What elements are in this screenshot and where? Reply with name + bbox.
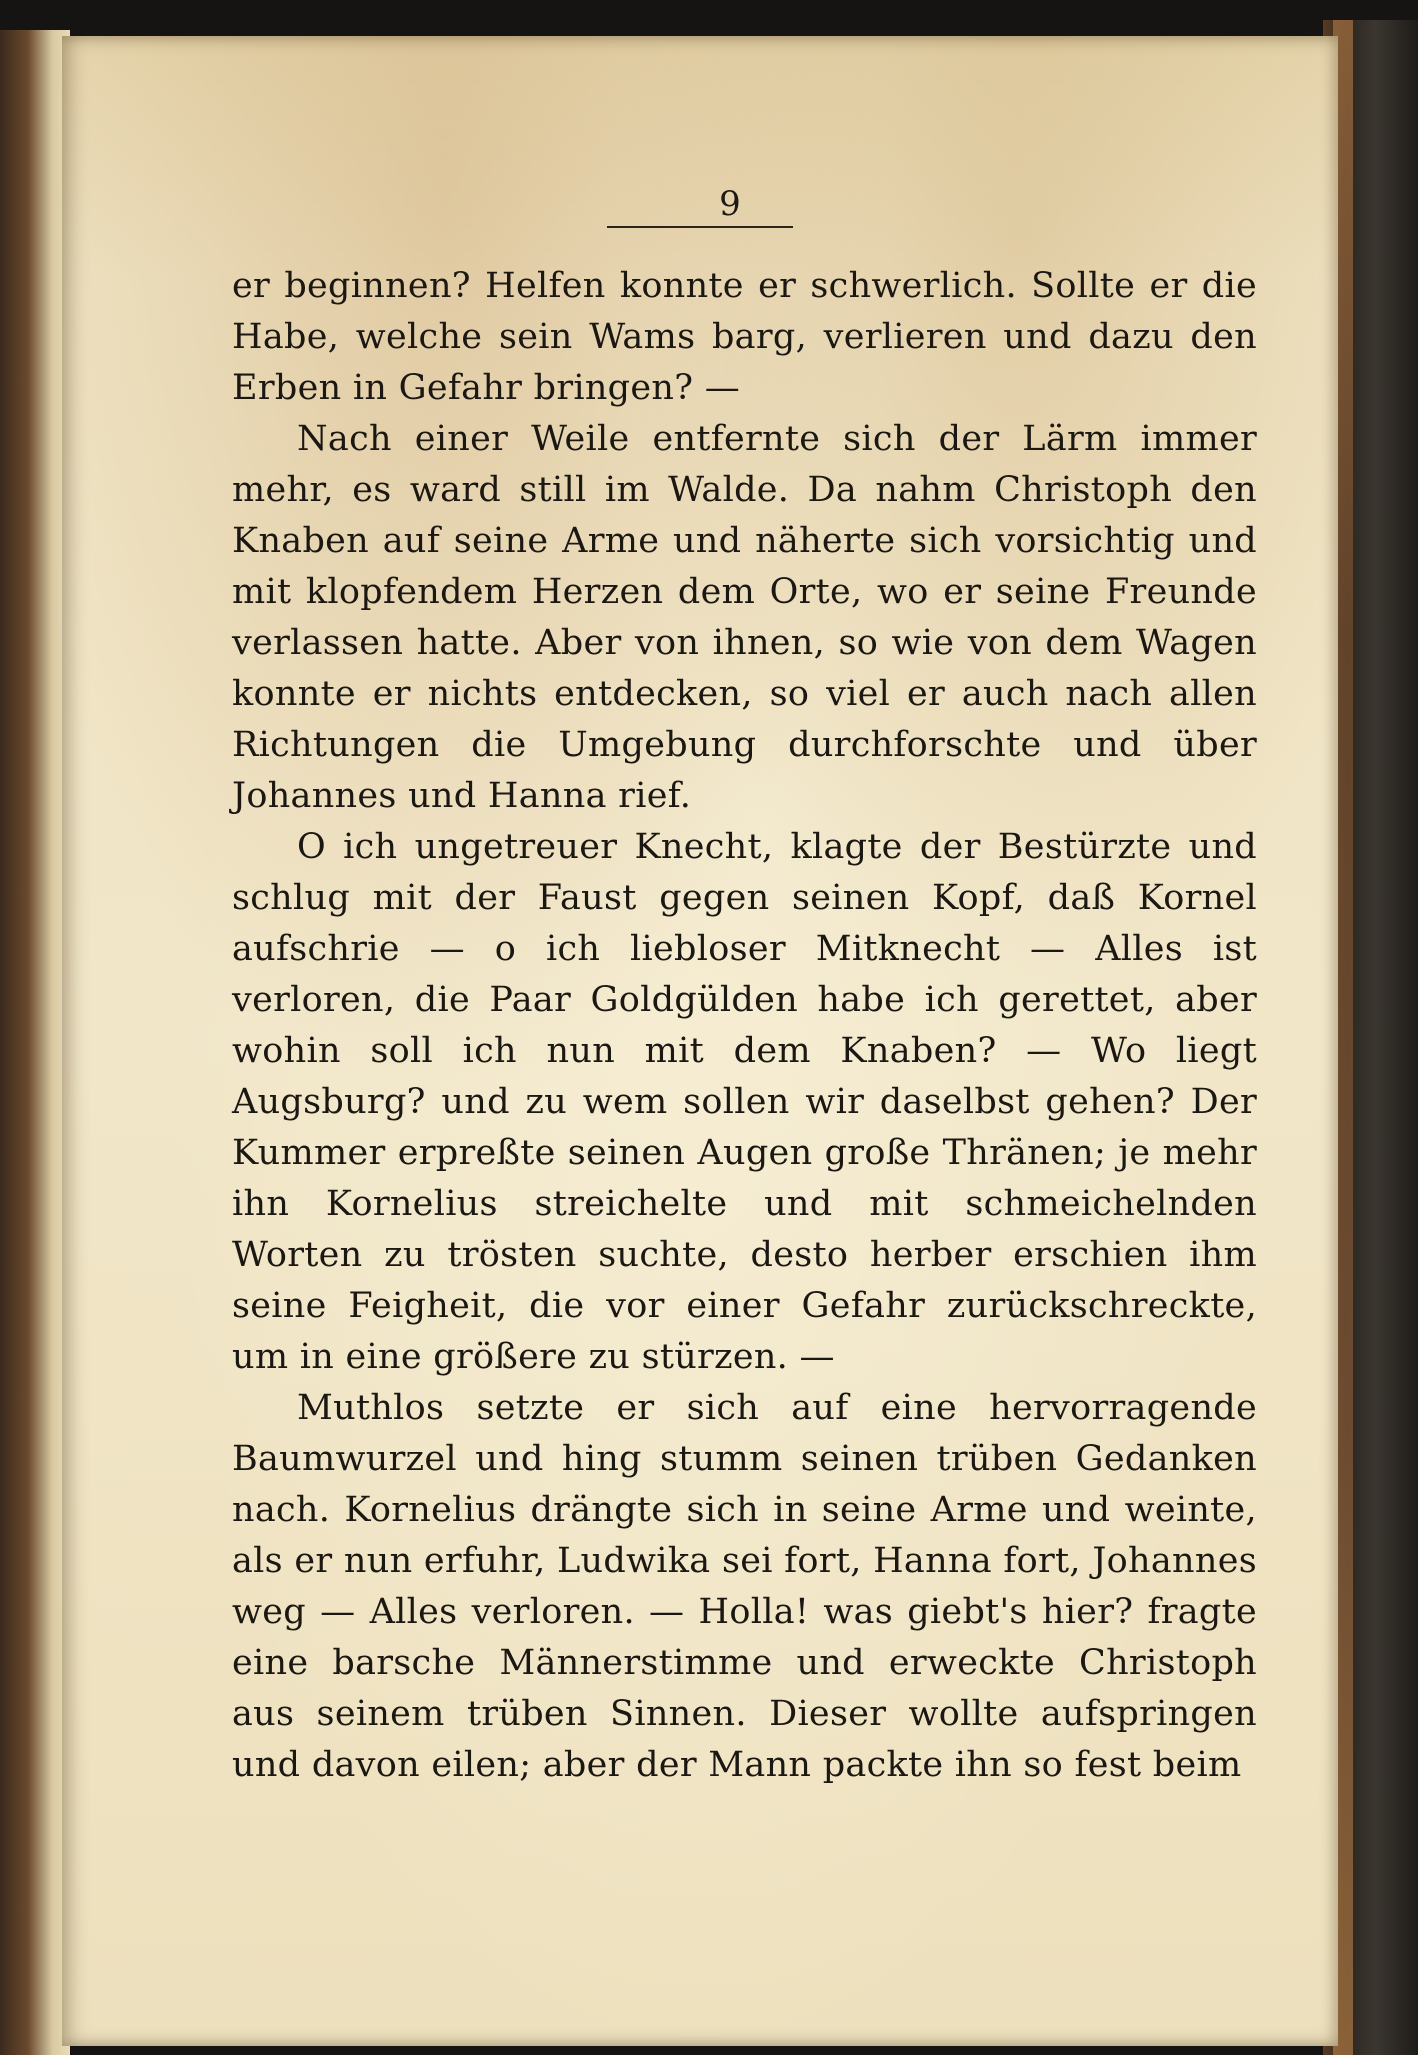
body-text	[232, 261, 1257, 1791]
paper-page	[62, 36, 1338, 2046]
paragraph-continuation: er beginnen? Helfen konnte er schwerlich. Sollte er die Habe, welche sein Wams barg, verlieren und dazu den Erben in Gefahr bringen? —	[232, 266, 1257, 408]
paragraph: Nach einer Weile entfernte sich der Lärm immer mehr, es ward still im Walde. Da nahm Christoph den Knaben auf seine Arme und näherte sich vorsichtig und mit klopfendem Herzen dem Orte, wo er seine Freunde verlassen hatte. Aber von ihnen, so wie von dem Wagen konnte er nichts entdecken, so viel er auch nach allen Richtungen die Umgebung durchforschte und über Johannes und Hanna rief.	[232, 419, 1257, 816]
page-number: 9	[719, 184, 741, 224]
paragraph: Muthlos setzte er sich auf eine hervorragende Baumwurzel und hing stumm seinen trüben Gedanken nach. Kornelius drängte sich in seine Arme und weinte, als er nun erfuhr, Ludwika sei fort, Hanna fort, Johannes weg — Alles verloren. — Holla! was giebt's hier? fragte eine barsche Männerstimme und erweckte Christoph aus seinem trüben Sinnen. Dieser wollte aufspringen und davon eilen; aber der Mann packte ihn so fest beim	[232, 1388, 1257, 1785]
paragraph: O ich ungetreuer Knecht, klagte der Bestürzte und schlug mit der Faust gegen seinen Kopf, daß Kornel aufschrie — o ich liebloser Mitknecht — Alles ist verloren, die Paar Goldgülden habe ich gerettet, aber wohin soll ich nun mit dem Knaben? — Wo liegt Augsburg? und zu wem sollen wir daselbst gehen? Der Kummer erpreßte seinen Augen große Thränen; je mehr ihn Kornelius streichelte und mit schmeichelnden Worten zu trösten suchte, desto herber erschien ihm seine Feigheit, die vor einer Gefahr zurückschreckte, um in eine größere zu stürzen. —	[232, 827, 1257, 1377]
header-rule	[607, 226, 793, 228]
book-binding-left	[0, 30, 70, 2055]
